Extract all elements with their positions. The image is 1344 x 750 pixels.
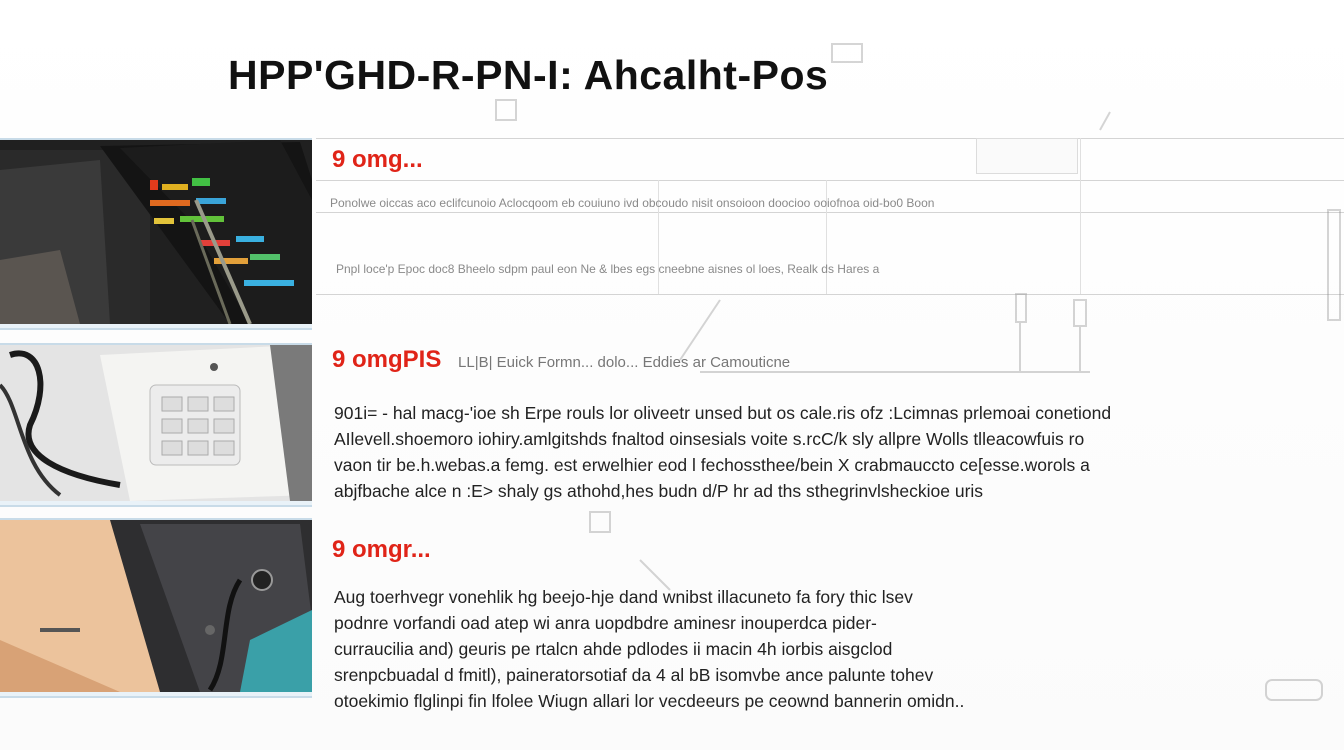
section-1-row-1: Ponolwe oiccas aco eclifcunoio Aclocqoom eb couiuno ivd obcoudo nisit onsoioon doocioo ooiofnoa oid-bo0 Boon: [330, 196, 935, 210]
thumbnail-device-dark-screen: [0, 138, 312, 330]
section-3-line-4: srenpcbuadal d fmitl), paineratorsotiaf da 4 al bB isomvbe ance palunte tohev: [334, 665, 934, 685]
section-2-body: [334, 400, 1111, 504]
section-3-heading-text: 9 omgr...: [332, 536, 431, 563]
section-2-heading: [332, 346, 790, 374]
section-2-line-2: AIlevell.shoemoro iohiry.amlgitshds fnaltod oinsesials voite s.rcC/k sly allpre Wolls tlleacowfuis ro: [334, 429, 1085, 449]
thumbnail-column: [0, 138, 314, 694]
section-2-heading-text: 9 omgPIS: [332, 346, 442, 373]
section-3-line-2: podnre vorfandi oad atep wi anra uopdbdre aminesr inouperdca pider-: [334, 613, 877, 633]
section-2-subheading: LL|B| Euick Formn... dolo... Eddies ar Camouticne: [458, 354, 791, 371]
section-2-line-1: 901i= - hal macg-'ioe sh Erpe rouls lor oliveetr unsed but os cale.ris ofz :Lcimnas prlemoai conetiond: [334, 403, 1112, 423]
section-1-heading-text: 9 omg...: [332, 146, 423, 173]
section-1-row-2: Pnpl loce'p Epoc doc8 Bheelo sdpm paul eon Ne & lbes egs cneebne aisnes ol loes, Realk ds Hares a: [336, 262, 880, 276]
thumbnail-device-orange-surface: [0, 518, 312, 698]
page-title: HPP'GHD-R-PN-I: Ahcalht-Pos: [228, 52, 829, 98]
section-3-heading: [332, 536, 431, 564]
section-2-line-3: vaon tir be.h.webas.a femg. est erwelhier eod l fechossthee/bein X crabmauccto ce[esse.worols a: [334, 455, 1090, 475]
section-2-line-4: abjfbache alce n :E> shaly gs athohd,hes budn d/P hr ad ths sthegrinvlsheckioe uris: [334, 481, 984, 501]
section-1-heading: [332, 146, 423, 174]
section-3-line-5: otoekimio flglinpi fin lfolee Wiugn allari lor vecdeeurs pe ceownd bannerin omidn..: [334, 691, 965, 711]
thumbnail-device-silver-case: [0, 343, 312, 507]
section-3-body: [334, 584, 964, 714]
section-3-line-3: curraucilia and) geuris pe rtalcn ahde pdlodes ii macin 4h iorbis aisgclod: [334, 639, 893, 659]
section-3-line-1: Aug toerhvegr vonehlik hg beejo-hje dand wnibst illacuneto fa fory thic lsev: [334, 587, 913, 607]
